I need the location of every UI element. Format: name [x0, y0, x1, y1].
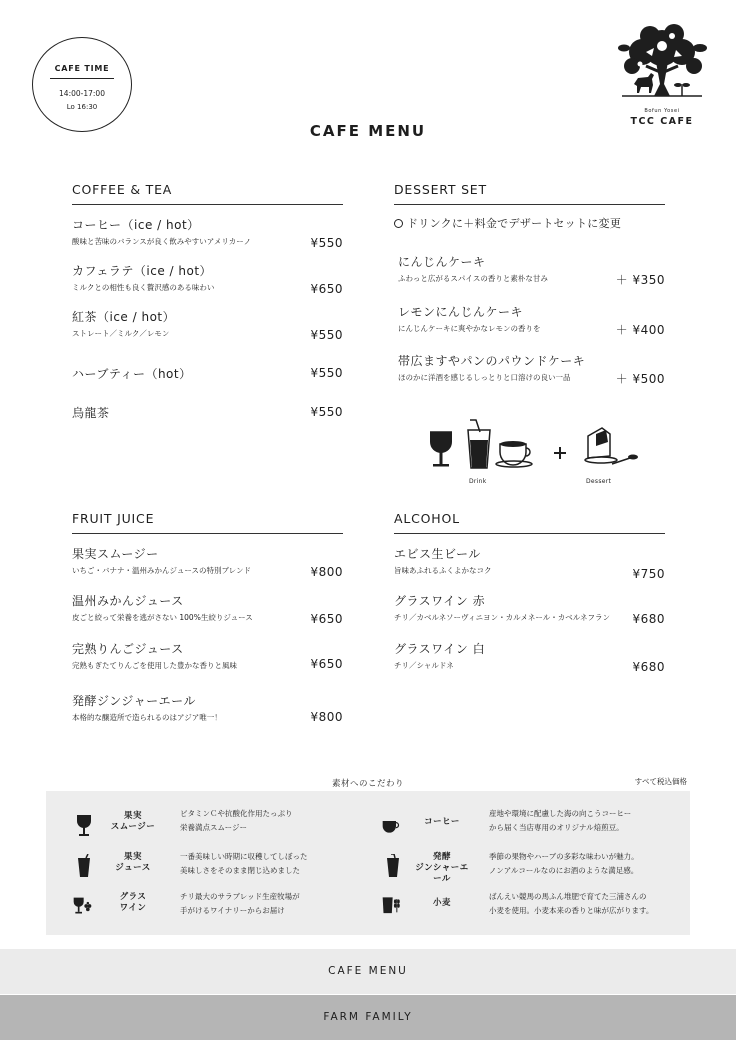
- commitment-text-line1: チリ最大のサラブレッド生産牧場が: [180, 892, 300, 901]
- item-name: グラスワイン 赤: [394, 594, 486, 608]
- menu-item: [72, 641, 343, 672]
- footer-cafe-menu-bar: CAFE MENU: [0, 949, 736, 994]
- alcohol-section: [394, 511, 665, 691]
- commitment-label: 小麦: [432, 898, 451, 908]
- commitment-text-line2: 小麦を使用。小麦本来の香りと味が広がります。: [489, 906, 654, 915]
- logo-subtitle: Bofun Yosei: [644, 108, 680, 114]
- commitment-text: [489, 890, 689, 918]
- item-price: ¥650: [310, 282, 343, 296]
- item-description: 旨味あふれるふくよかなコク: [394, 566, 492, 575]
- drink-set-icon: [426, 418, 646, 478]
- item-price: ¥550: [310, 328, 343, 342]
- item-name: 果実スムージー: [72, 547, 159, 561]
- item-name: エビス生ビール: [394, 547, 481, 561]
- alcohol-heading: ALCOHOL: [394, 511, 665, 534]
- coffee-cup-icon: [381, 814, 401, 838]
- commitment-label-line2: スムージー: [110, 822, 156, 832]
- cake-icon: [585, 428, 638, 464]
- commitment-row: [72, 892, 372, 922]
- menu-item: [398, 304, 665, 335]
- footer-farm-family-bar: FARM FAMILY: [0, 995, 736, 1040]
- commitment-label-line1: 発酵: [432, 852, 451, 862]
- commitment-text-line2: 美味しさをそのまま閉じ込めました: [180, 866, 300, 875]
- item-description: 完熟もぎたてりんごを使用した豊かな香りと風味: [72, 661, 237, 670]
- drink-dessert-illustration: [426, 418, 646, 493]
- item-description: チリ／カベルネソーヴィニヨン・カルメネール・カベルネフラン: [394, 613, 610, 622]
- commitment-text: [180, 890, 370, 918]
- coffee-tea-section: [72, 182, 343, 432]
- dessert-set-note-text: ドリンクに＋料金でデザートセットに変更: [407, 217, 622, 230]
- commitment-label-line1: 果実: [123, 811, 142, 821]
- commitment-text: [180, 850, 370, 878]
- item-price: ＋ ¥350: [615, 273, 665, 287]
- item-description: ストレート／ミルク／レモン: [72, 329, 170, 338]
- cafe-time-title: CAFE TIME: [54, 64, 110, 73]
- item-description: ミルクとの相性も良く贅沢感のある味わい: [72, 283, 215, 292]
- commitment-row: [381, 852, 681, 882]
- item-price: ¥800: [310, 565, 343, 579]
- commitment-text: [180, 807, 370, 835]
- wheat-bag-icon: [381, 892, 401, 916]
- commitment-label: コーヒー: [424, 817, 460, 827]
- commitment-title: 素材へのこだわり: [331, 779, 404, 789]
- menu-item: [72, 263, 343, 294]
- item-name: 紅茶（ice / hot）: [72, 310, 176, 324]
- menu-item: [72, 546, 343, 577]
- item-description: ほのかに洋酒を感じるしっとりと口溶けの良い一品: [398, 373, 571, 382]
- tax-note: すべて税込価格: [634, 777, 687, 786]
- item-price: ＋ ¥500: [615, 372, 665, 386]
- ginger-ale-icon: [383, 854, 403, 878]
- item-description: 本格的な醸造所で造られるのはアジア唯一！: [72, 713, 222, 722]
- item-name: 完熟りんごジュース: [72, 642, 184, 656]
- commitment-text-line2: 栄養満点スムージー: [180, 823, 247, 832]
- tall-glass-icon: [468, 420, 490, 468]
- item-name: 温州みかんジュース: [72, 594, 184, 608]
- item-price: ¥650: [310, 612, 343, 626]
- wine-glass-icon: [430, 432, 452, 467]
- commitment-label: [102, 852, 164, 874]
- item-name: 烏龍茶: [72, 406, 110, 420]
- menu-item: [72, 366, 343, 382]
- commitment-text-line2: ノンアルコールなのにお酒のような満足感。: [489, 866, 639, 875]
- menu-item: [398, 353, 665, 384]
- item-price: ¥680: [632, 660, 665, 674]
- item-price: ¥650: [310, 657, 343, 671]
- commitment-text: [489, 850, 689, 878]
- drink-label: Drink: [469, 478, 487, 485]
- menu-item: [72, 693, 343, 724]
- coffee-cup-icon: [496, 441, 532, 467]
- menu-item: [72, 217, 343, 248]
- dessert-set-section: [394, 182, 665, 402]
- commitment-label-line1: 果実: [123, 852, 142, 862]
- circle-bullet-icon: [394, 219, 403, 228]
- tcc-cafe-logo: [614, 22, 710, 152]
- commitment-text-line1: 産地や環境に配慮した海の向こうコーヒー: [489, 809, 632, 818]
- commitment-text-line2: から届く当店専用のオリジナル焙煎豆。: [489, 823, 624, 832]
- commitment-row: [381, 892, 681, 922]
- commitment-text-line1: ばんえい競馬の馬ふん堆肥で育てた三浦さんの: [489, 892, 647, 901]
- ingredient-commitment-panel: [46, 791, 690, 935]
- dessert-set-note: [394, 215, 621, 231]
- item-description: ふわっと広がるスパイスの香りと素朴な甘み: [398, 274, 548, 283]
- item-name: にんじんケーキ: [398, 255, 486, 269]
- item-name: 帯広ますやパンのパウンドケーキ: [398, 354, 586, 368]
- fruit-juice-heading: FRUIT JUICE: [72, 511, 343, 534]
- commitment-label-line2: ジンシャーエール: [415, 863, 469, 884]
- page-title: CAFE MENU: [309, 122, 427, 140]
- wine-glass-icon: [74, 813, 94, 837]
- commitment-label-line1: グラス: [119, 892, 147, 902]
- menu-item: [72, 405, 343, 421]
- commitment-text-line1: 一番美味しい時期に収穫してしぼった: [180, 852, 308, 861]
- tree-logo-icon: [616, 22, 708, 104]
- item-price: ¥550: [310, 405, 343, 419]
- commitment-row: [72, 811, 372, 841]
- commitment-label-line2: ジュース: [115, 863, 151, 873]
- item-price: ¥750: [632, 567, 665, 581]
- item-name: カフェラテ（ice / hot）: [72, 264, 213, 278]
- menu-item: [394, 546, 665, 581]
- commitment-label: [102, 811, 164, 833]
- item-price: ¥800: [310, 710, 343, 724]
- commitment-text-line1: ビタミンＣや抗酸化作用たっぷり: [180, 809, 293, 818]
- item-price: ¥550: [310, 236, 343, 250]
- logo-name: TCC CAFE: [630, 116, 694, 127]
- cafe-time-hours: 14:00-17:00: [59, 89, 105, 98]
- commitment-label: [102, 892, 164, 914]
- cafe-time-last-order: Lo 16:30: [66, 103, 98, 111]
- menu-item: [72, 593, 343, 624]
- tumbler-icon: [74, 854, 94, 878]
- fruit-juice-section: [72, 511, 343, 741]
- commitment-text-line1: 季節の果物やハーブの多彩な味わいが魅力。: [489, 852, 639, 861]
- commitment-row: [381, 811, 681, 841]
- item-name: コーヒー（ice / hot）: [72, 218, 200, 232]
- coffee-tea-heading: COFFEE & TEA: [72, 182, 343, 205]
- commitment-row: [72, 852, 372, 882]
- wine-grapes-icon: [72, 894, 92, 918]
- item-description: 酸味と苦味のバランスが良く飲みやすいアメリカーノ: [72, 237, 252, 246]
- commitment-label: [411, 852, 473, 885]
- plus-icon: [554, 447, 566, 459]
- item-price: ¥550: [310, 366, 343, 380]
- item-name: ハーブティー（hot）: [72, 367, 192, 381]
- item-description: にんじんケーキに爽やかなレモンの香りを: [398, 324, 541, 333]
- commitment-label-line2: ワイン: [119, 903, 147, 913]
- dessert-label: Dessert: [586, 478, 612, 485]
- commitment-text-line2: 手がけるワイナリーからお届け: [180, 906, 285, 915]
- item-description: チリ／シャルドネ: [394, 661, 454, 670]
- menu-item: [72, 309, 343, 340]
- item-name: グラスワイン 白: [394, 642, 486, 656]
- item-name: レモンにんじんケーキ: [398, 305, 524, 319]
- item-price: ＋ ¥400: [615, 323, 665, 337]
- item-name: 発酵ジンジャーエール: [72, 694, 196, 708]
- menu-item: [394, 641, 665, 672]
- dessert-set-heading: DESSERT SET: [394, 182, 665, 205]
- commitment-text: [489, 807, 689, 835]
- menu-item: [398, 254, 665, 285]
- item-description: 皮ごと絞って栄養を逃がさない 100%生絞りジュース: [72, 613, 253, 622]
- cafe-time-divider: [50, 78, 114, 79]
- item-price: ¥680: [632, 612, 665, 626]
- item-description: いちご・バナナ・温州みかんジュースの特別ブレンド: [72, 566, 251, 575]
- menu-item: [394, 593, 665, 624]
- cafe-time-badge: [32, 37, 132, 132]
